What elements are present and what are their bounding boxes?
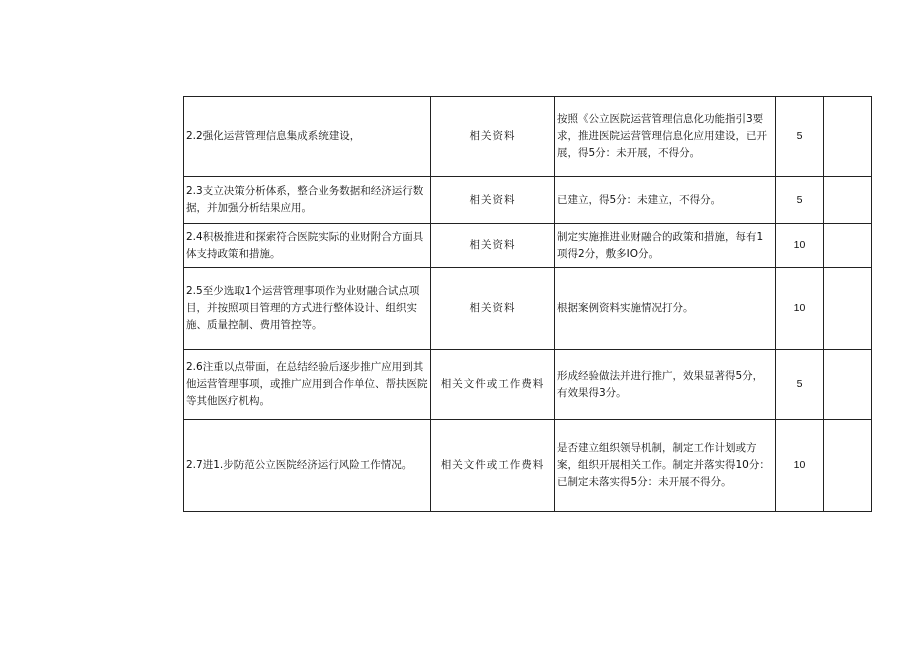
empty-cell [824,177,872,224]
basis-cell: 相关资料 [431,97,555,177]
item-cell: 2.7进1.步防范公立医院经济运行风险工作情况。 [184,420,431,512]
basis-cell: 相关文件或工作费料 [431,350,555,420]
standard-cell: 是否建立组织领导机制，制定工作计划或方案，组织开展相关工作。制定并落实得10分：已制定未落实得5分：未开展不得分。 [555,420,776,512]
empty-cell [824,420,872,512]
empty-cell [824,350,872,420]
table-row [184,97,872,177]
empty-cell [824,97,872,177]
item-cell: 2.5至少选取1个运营管理事项作为业财融合试点项目，并按照项目管理的方式进行整体设计、组织实施、质量控制、费用管控等。 [184,268,431,350]
score-cell: 10 [776,268,824,350]
score-cell: 10 [776,224,824,268]
basis-cell: 相关资料 [431,268,555,350]
score-cell: 10 [776,420,824,512]
empty-cell [824,224,872,268]
basis-cell: 相关资料 [431,224,555,268]
item-cell: 2.4积极推进和探索符合医院实际的业财附合方面具体支持政策和措施。 [184,224,431,268]
item-cell: 2.3支立决策分析体系，整合业务数据和经济运行数据，并加强分析结果应用。 [184,177,431,224]
standard-cell: 根据案例资料实施情况打分。 [555,268,776,350]
item-cell: 2.6注重以点带面，在总结经验后逐步推广应用到其他运营管理事项，或推广应用到合作单位、帮扶医院等其他医疗机构。 [184,350,431,420]
standard-cell: 形成经验做法并进行推广，效果显著得5分，有效果得3分。 [555,350,776,420]
basis-cell: 相关资料 [431,177,555,224]
table-row [184,420,872,512]
score-cell: 5 [776,350,824,420]
standard-cell: 已建立，得5分：未建立，不得分。 [555,177,776,224]
table-row [184,268,872,350]
table-row [184,224,872,268]
table-row [184,350,872,420]
empty-cell [824,268,872,350]
standard-cell: 按照《公立医院运营管理信息化功能指引3要求，推进医院运营管理信息化应用建设，已开展，得5分：未开展，不得分。 [555,97,776,177]
scoring-table [183,96,872,512]
basis-cell: 相关文件或工作费料 [431,420,555,512]
table-row [184,177,872,224]
score-cell: 5 [776,177,824,224]
item-cell: 2.2强化运营管理信息集成系统建设， [184,97,431,177]
score-cell: 5 [776,97,824,177]
standard-cell: 制定实施推进业财融合的政策和措施，每有1项得2分，敷多IO分。 [555,224,776,268]
